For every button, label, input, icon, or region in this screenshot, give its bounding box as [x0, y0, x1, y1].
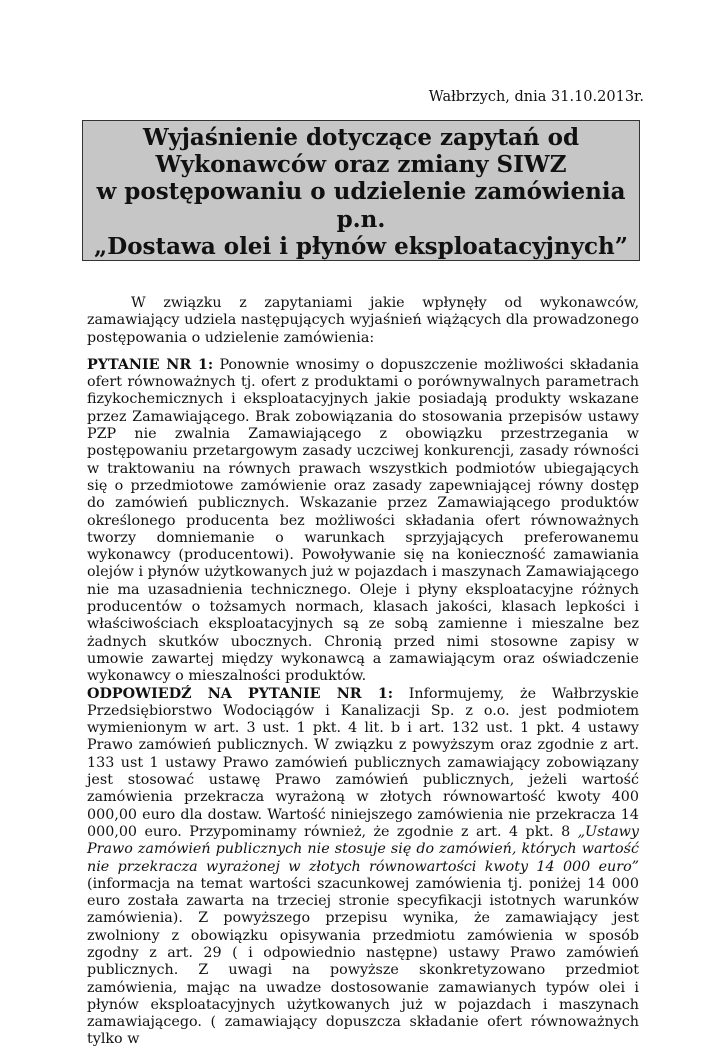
answer-1-quote: „Ustawy Prawo zamówień publicznych nie stosuje się do zamówień, których wartość nie przekracza wyrażonej w złotych równowartości kwoty 14 000 euro”: [87, 823, 639, 875]
answer-1-label: ODPOWIEDŹ NA PYTANIE NR 1:: [87, 685, 394, 702]
title-line-5: „Dostawa olei i płynów eksploatacyjnych”: [94, 232, 628, 260]
title-line-3: w postępowaniu o udzielenie zamówienia: [96, 178, 626, 206]
answer-1-text-a: Informujemy, że Wałbrzyskie Przedsiębiorstwo Wodociągów i Kanalizacji Sp. z o.o. jest podmiotem wymienionym w art. 3 ust. 1 pkt. 4 lit. b i art. 132 ust. 1 pkt. 4 ustawy Prawo zamówień publicznych. W związku z powyższym oraz zgodnie z art. 133 ust 1 ustawy Prawo zamówień publicznych zamawiający zobowiązany jest stosować ustawę Prawo zamówień publicznych, jeżeli wartość zamówienia przekracza wyrażoną w złotych równowartość kwoty 400 000,00 euro dla dostaw. Wartość niniejszego zamówienia nie przekracza 14 000,00 euro. Przypominamy również, że zgodnie z art. 4 pkt. 8: [87, 685, 639, 840]
title-line-4: p.n.: [336, 205, 386, 233]
title-box: [82, 120, 640, 261]
document-body: [87, 295, 639, 1049]
date-line: Wałbrzych, dnia 31.10.2013r.: [428, 89, 644, 105]
question-1-text: Ponownie wnosimy o dopuszczenie możliwości składania ofert równoważnych tj. ofert z produktami o porównywalnych parametrach fizykochemicznych i eksploatacyjnych jakie posiadają produkty wskazane przez Zamawiającego. Brak zobowiązania do stosowania przepisów ustawy PZP nie zwalnia Zamawiającego z obowiązku przestrzegania w postępowaniu przetargowym zasady uczciwej konkurencji, zasady równości w traktowaniu na równych prawach wszystkich podmiotów ubiegających się o przedmiotowe zamówienie oraz zasady zapewniającej równy dostęp do zamówień publicznych. Wskazanie przez Zamawiającego produktów określonego producenta bez możliwości składania ofert równoważnych tworzy domniemanie o warunkach sprzyjających preferowanemu wykonawcy (producentowi). Powoływanie się na konieczność zamawiania olejów i płynów użytkowanych już w pojazdach i maszynach Zamawiającego nie ma uzasadnienia technicznego. Oleje i płyny eksploatacyjne różnych producentów o tożsamych normach, klasach jakości, klasach lepkości i właściwościach eksploatacyjnych są ze sobą zamienne i mieszalne bez żadnych skutków ubocznych. Chronią przed nimi stosowne zapisy w umowie zawartej między wykonawcą a zamawiającym oraz oświadczenie wykonawcy o mieszalności produktów.: [87, 356, 639, 685]
answer-1-paragraph: [87, 686, 639, 1049]
answer-1-text-b: (informacja na temat wartości szacunkowej zamówienia tj. poniżej 14 000 euro została zawarta na trzeciej stronie specyfikacji istotnych warunków zamówienia). Z powyższego przepisu wynika, że zamawiający jest zwolniony z obowiązku opisywania przedmiotu zamówienia w sposób zgodny z art. 29 ( i odpowiednio następne) ustawy Prawo zamówień publicznych. Z uwagi na powyższe skonkretyzowano przedmiot zamówienia, mając na uwadze dostosowanie zamawianych typów olei i płynów eksploatacyjnych użytkowanych już w pojazdach i maszynach zamawiającego. ( zamawiający dopuszcza składanie ofert równoważnych tylko w: [87, 875, 639, 1048]
title-line-2: Wykonawców oraz zmiany SIWZ: [155, 151, 567, 179]
question-1-paragraph: [87, 357, 639, 686]
question-1-label: PYTANIE NR 1:: [87, 356, 214, 373]
intro-paragraph: W związku z zapytaniami jakie wpłynęły od wykonawców, zamawiający udziela następujących wyjaśnień wiążących dla prowadzonego postępowania o udzielenie zamówienia:: [87, 295, 639, 346]
title-line-1: Wyjaśnienie dotyczące zapytań od: [142, 124, 580, 151]
